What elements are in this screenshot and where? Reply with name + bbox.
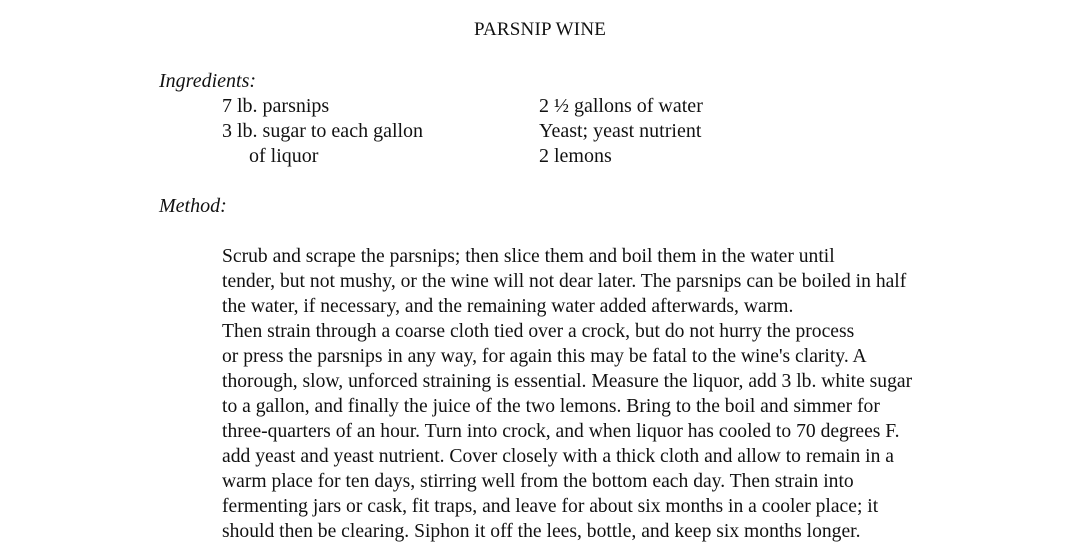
ingredient-item: Yeast; yeast nutrient xyxy=(539,120,702,142)
method-line: should then be clearing. Siphon it off the lees, bottle, and keep six months longer. xyxy=(222,521,861,542)
method-line: three-quarters of an hour. Turn into crock, and when liquor has cooled to 70 degrees F. xyxy=(222,421,900,442)
method-line: add yeast and yeast nutrient. Cover closely with a thick cloth and allow to remain in a xyxy=(222,446,894,467)
method-line: thorough, slow, unforced straining is essential. Measure the liquor, add 3 lb. white sugar xyxy=(222,371,913,392)
ingredient-item: of liquor xyxy=(249,145,319,167)
method-line: Then strain through a coarse cloth tied over a crock, but do not hurry the process xyxy=(222,321,855,342)
ingredient-item: 2 lemons xyxy=(539,145,612,167)
method-label: Method: xyxy=(159,195,227,217)
ingredients-left-column xyxy=(222,94,522,169)
ingredient-item: 2 ½ gallons of water xyxy=(539,95,703,117)
method-paragraph xyxy=(159,319,919,544)
method-line: warm place for ten days, stirring well from the bottom each day. Then strain into xyxy=(222,471,854,492)
method-line: or press the parsnips in any way, for again this may be fatal to the wine's clarity. A xyxy=(222,346,867,367)
method-body xyxy=(159,244,919,544)
method-line: the water, if necessary, and the remaining water added afterwards, warm. xyxy=(222,296,794,317)
method-line: Scrub and scrape the parsnips; then slice them and boil them in the water until xyxy=(222,246,835,267)
ingredients-label: Ingredients: xyxy=(159,70,257,92)
ingredient-item: 7 lb. parsnips xyxy=(222,95,330,117)
document-title: PARSNIP WINE xyxy=(473,19,607,40)
method-line: tender, but not mushy, or the wine will not dear later. The parsnips can be boiled in half xyxy=(222,271,907,292)
ingredient-item: 3 lb. sugar to each gallon xyxy=(222,120,424,142)
ingredients-right-column xyxy=(539,94,859,169)
method-paragraph xyxy=(159,244,919,319)
method-line: fermenting jars or cask, fit traps, and leave for about six months in a cooler place; it xyxy=(222,496,879,517)
method-line: to a gallon, and finally the juice of the two lemons. Bring to the boil and simmer for xyxy=(222,396,880,417)
